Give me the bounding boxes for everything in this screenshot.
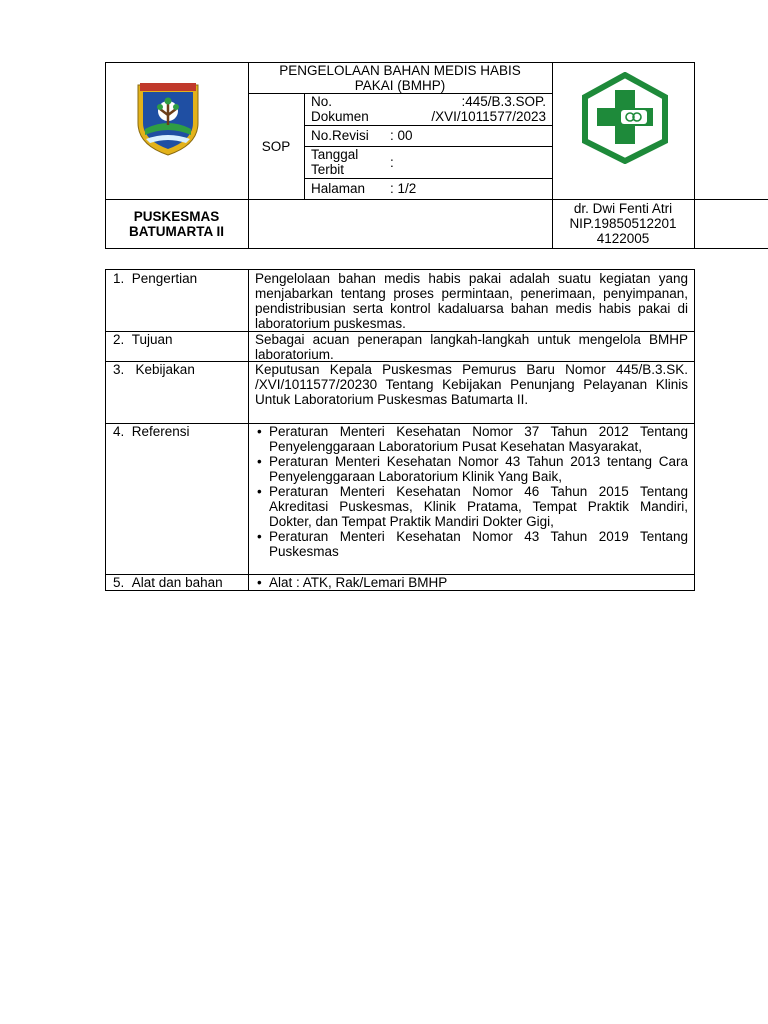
section-text-kebijakan: Keputusan Kepala Puskesmas Pemurus Baru Nomor 445/B.3.SK. /XVI/1011577/20230 Tentang Kebijakan Penunjang Pelayanan Klinis Untuk Laboratorium Puskesmas Batumarta II. bbox=[255, 362, 688, 407]
section-title: Kebijakan bbox=[135, 362, 195, 377]
section-number: 3. bbox=[113, 362, 125, 377]
field-value-halaman: : 1/2 bbox=[390, 181, 417, 196]
section-label-referensi bbox=[113, 424, 245, 439]
field-value-no-dokumen: :445/B.3.SOP. /XVI/1011577/2023 bbox=[431, 94, 546, 124]
field-label-tanggal-terbit: Tanggal Terbit bbox=[311, 147, 359, 177]
puskesmas-logo bbox=[581, 72, 669, 164]
org-name bbox=[105, 209, 248, 239]
section-text-tujuan: Sebagai acuan penerapan langkah-langkah untuk mengelola BMHP laboratorium. bbox=[255, 332, 688, 362]
sop-label: SOP bbox=[261, 139, 291, 154]
section-title: Tujuan bbox=[131, 332, 173, 347]
section-number: 1. bbox=[113, 271, 125, 286]
section-title: Alat dan bahan bbox=[131, 575, 223, 590]
section-label-kebijakan bbox=[113, 362, 245, 377]
referensi-list bbox=[255, 424, 688, 559]
field-value-tanggal-terbit: : bbox=[390, 155, 394, 170]
regency-emblem-logo bbox=[132, 79, 204, 157]
section-label-tujuan bbox=[113, 332, 245, 347]
section-number: 2. bbox=[113, 332, 125, 347]
list-item: • Alat : ATK, Rak/Lemari BMHP bbox=[255, 575, 688, 590]
section-label-alat bbox=[113, 575, 245, 590]
alat-list bbox=[255, 575, 688, 590]
section-label-pengertian bbox=[113, 271, 245, 286]
section-title: Referensi bbox=[131, 424, 190, 439]
list-item: • Peraturan Menteri Kesehatan Nomor 43 Tahun 2019 Tentang Puskesmas bbox=[255, 529, 688, 559]
list-item: • Peraturan Menteri Kesehatan Nomor 46 Tahun 2015 Tentang Akreditasi Puskesmas, Klinik Pratama, Tempat Praktik Mandiri, Dokter, dan Tempat Praktik Mandiri Dokter Gigi, bbox=[255, 484, 688, 529]
signatory-block bbox=[552, 201, 694, 246]
field-label-halaman: Halaman bbox=[311, 181, 366, 196]
signatory-name: dr. Dwi Fenti Atri bbox=[573, 201, 673, 216]
list-item: • Peraturan Menteri Kesehatan Nomor 37 Tahun 2012 Tentang Penyelenggaraan Laboratorium Pusat Kesehatan Masyarakat, bbox=[255, 424, 688, 454]
section-text-pengertian: Pengelolaan bahan medis habis pakai adalah suatu kegiatan yang menjabarkan tentang proses permintaan, penerimaan, penyimpanan, pendistribusian serta kontrol kadaluarsa bahan medis habis pakai di laboratorium puskesmas. bbox=[255, 271, 688, 331]
signatory-nip-cont: 4122005 bbox=[596, 231, 650, 246]
section-number: 4. bbox=[113, 424, 125, 439]
list-item: • Peraturan Menteri Kesehatan Nomor 43 Tahun 2013 tentang Cara Penyelenggaraan Laboratorium Klinik Yang Baik, bbox=[255, 454, 688, 484]
field-value-no-revisi: : 00 bbox=[390, 128, 413, 143]
section-number: 5. bbox=[113, 575, 125, 590]
document-title: PENGELOLAAN BAHAN MEDIS HABIS PAKAI (BMHP) bbox=[279, 63, 521, 93]
section-title: Pengertian bbox=[131, 271, 198, 286]
org-name-line2: BATUMARTA II bbox=[129, 224, 224, 239]
field-label-no-revisi: No.Revisi bbox=[311, 128, 369, 143]
field-label-no-dokumen: No. Dokumen bbox=[311, 94, 369, 124]
signatory-nip: NIP.19850512201 bbox=[569, 216, 677, 231]
org-name-line1: PUSKESMAS bbox=[133, 209, 220, 224]
